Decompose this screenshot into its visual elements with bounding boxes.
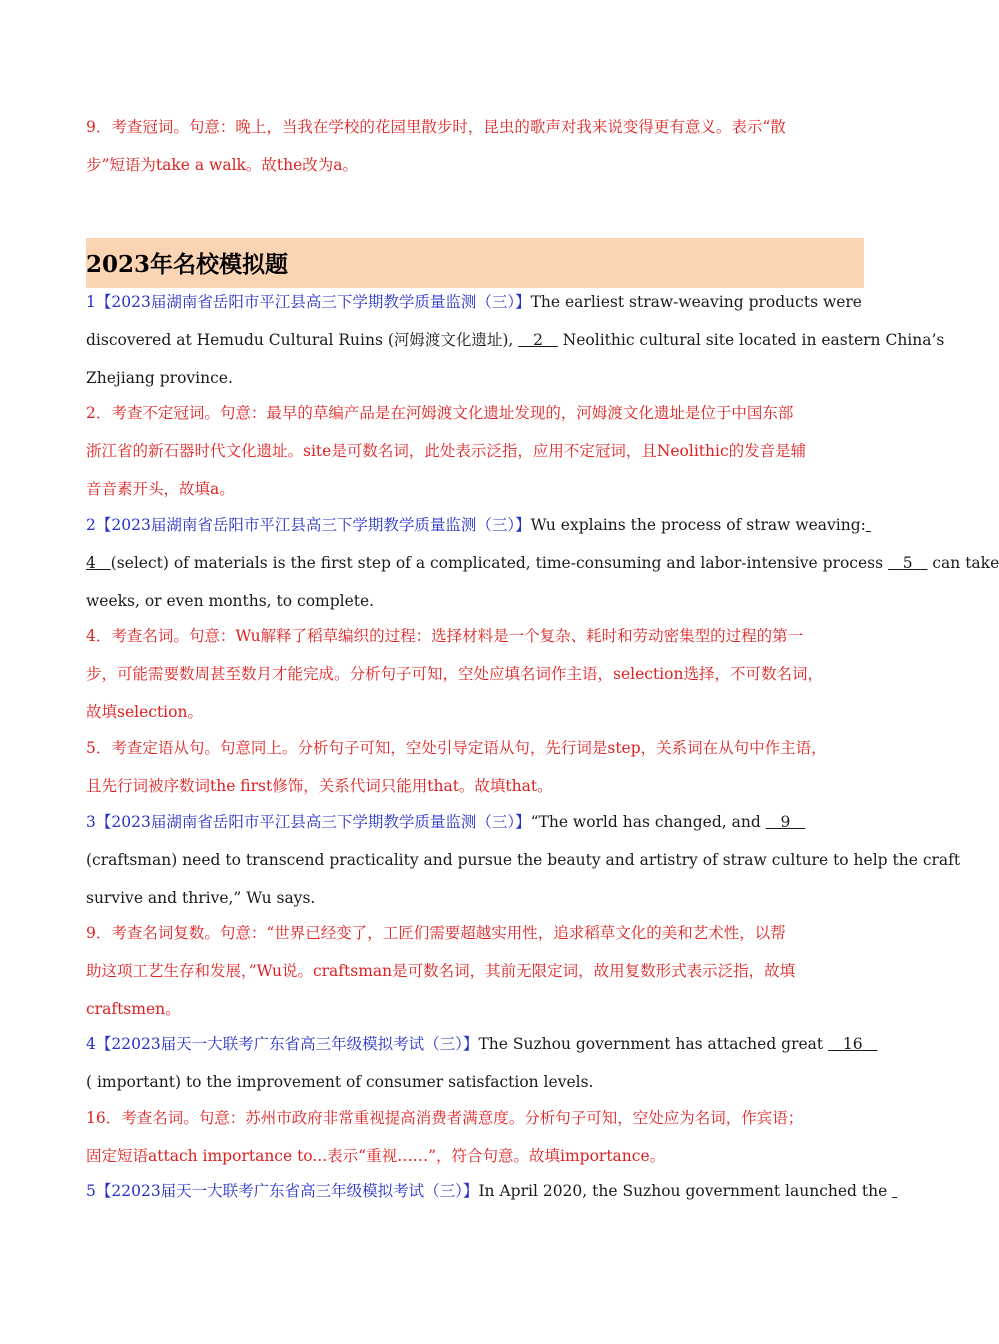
question-text: survive and thrive,” Wu says. xyxy=(86,889,316,907)
answer-line: 16．考查名词。句意：苏州市政府非常重视提高消费者满意度。分析句子可知，空处应为名词，作宾语； xyxy=(86,1109,804,1127)
question-text: discovered at Hemudu Cultural Ruins (河姆渡文化遗址), xyxy=(86,331,514,349)
answer-line: 9．考查冠词。句意：晚上，当我在学校的花园里散步时，昆虫的歌声对我来说变得更有意义。表示“散 xyxy=(86,118,786,136)
answer-blank xyxy=(892,1182,897,1200)
answer-line: 5．考查定语从句。句意同上。分析句子可知，空处引导定语从句，先行词是step，关系词在从句中作主语， xyxy=(86,739,827,757)
question-source: 【2023届湖南省岳阳市平江县高三下学期教学质量监测（三）】 xyxy=(95,813,531,831)
question-text: (select) of materials is the first step of a complicated, time-consuming and labor-intensive process xyxy=(110,554,884,572)
answer-line: 浙江省的新石器时代文化遗址。site是可数名词，此处表示泛指，应用不定冠词，且Neolithic的发音是辅 xyxy=(86,442,807,460)
question-text: Zhejiang province. xyxy=(86,369,233,387)
question-number: 3 xyxy=(86,813,96,831)
answer-blank: 5 xyxy=(902,554,913,572)
answer-5 xyxy=(86,729,876,805)
question-source: 【22023届天一大联考广东省高三年级模拟考试（三）】 xyxy=(95,1182,479,1200)
answer-blank: 4 xyxy=(86,554,96,572)
question-source: 【2023届湖南省岳阳市平江县高三下学期教学质量监测（三）】 xyxy=(95,293,531,311)
answer-line: 步”短语为take a walk。故the改为a。 xyxy=(86,156,359,174)
answer-9 xyxy=(86,914,876,1028)
question-text: In April 2020, the Suzhou government launched the xyxy=(478,1182,888,1200)
question-number: 1 xyxy=(86,293,96,311)
answer-line: 助这项工艺生存和发展，”Wu说。craftsman是可数名词，其前无限定词，故用复数形式表示泛指，故填 xyxy=(86,962,796,980)
question-source: 【2023届湖南省岳阳市平江县高三下学期教学质量监测（三）】 xyxy=(95,516,531,534)
answer-2 xyxy=(86,394,876,508)
question-text: (craftsman) need to transcend practicality and pursue the beauty and artistry of straw culture to help the craft xyxy=(86,851,961,869)
answer-blank: 16 xyxy=(842,1035,863,1053)
answer-line: 4．考查名词。句意：Wu解释了稻草编织的过程：选择材料是一个复杂、耗时和劳动密集型的过程的第一 xyxy=(86,627,804,645)
question-text: can take xyxy=(932,554,999,572)
question-text: “The world has changed, and xyxy=(530,813,761,831)
question-1 xyxy=(86,283,945,397)
answer-line: 且先行词被序数词the first修饰，关系代词只能用that。故填that。 xyxy=(86,777,553,795)
answer-line: 步，可能需要数周甚至数月才能完成。分析句子可知，空处应填名词作主语，selection选择，不可数名词， xyxy=(86,665,823,683)
question-text: ( important) to the improvement of consumer satisfaction levels. xyxy=(86,1073,594,1091)
question-number: 4 xyxy=(86,1035,96,1053)
question-3 xyxy=(86,803,961,917)
question-2 xyxy=(86,506,999,620)
answer-line: 音音素开头，故填a。 xyxy=(86,480,235,498)
answer-4 xyxy=(86,617,876,731)
question-text: weeks, or even months, to complete. xyxy=(86,592,375,610)
answer-line: 2．考查不定冠词。句意：最早的草编产品是在河姆渡文化遗址发现的，河姆渡文化遗址是位于中国东部 xyxy=(86,404,794,422)
answer-line: 故填selection。 xyxy=(86,703,203,721)
question-5 xyxy=(86,1172,888,1210)
question-number: 2 xyxy=(86,516,96,534)
answer-9-top xyxy=(86,108,876,184)
answer-line: craftsmen。 xyxy=(86,1000,181,1018)
question-4 xyxy=(86,1025,876,1101)
answer-line: 固定短语attach importance to...表示“重视……”，符合句意。故填importance。 xyxy=(86,1147,666,1165)
question-text: Wu explains the process of straw weaving: xyxy=(530,516,866,534)
answer-line: 9．考查名词复数。句意：“世界已经变了，工匠们需要超越实用性，追求稻草文化的美和艺术性，以帮 xyxy=(86,924,786,942)
answer-blank: 9 xyxy=(780,813,791,831)
question-number: 5 xyxy=(86,1182,96,1200)
answer-blank: 2 xyxy=(533,331,543,349)
question-source: 【22023届天一大联考广东省高三年级模拟考试（三）】 xyxy=(95,1035,479,1053)
answer-16 xyxy=(86,1099,876,1175)
question-text: The Suzhou government has attached great xyxy=(478,1035,824,1053)
question-text: Neolithic cultural site located in eastern China’s xyxy=(562,331,945,349)
question-text: The earliest straw-weaving products were xyxy=(530,293,862,311)
section-title: 2023年名校模拟题 xyxy=(86,238,864,288)
